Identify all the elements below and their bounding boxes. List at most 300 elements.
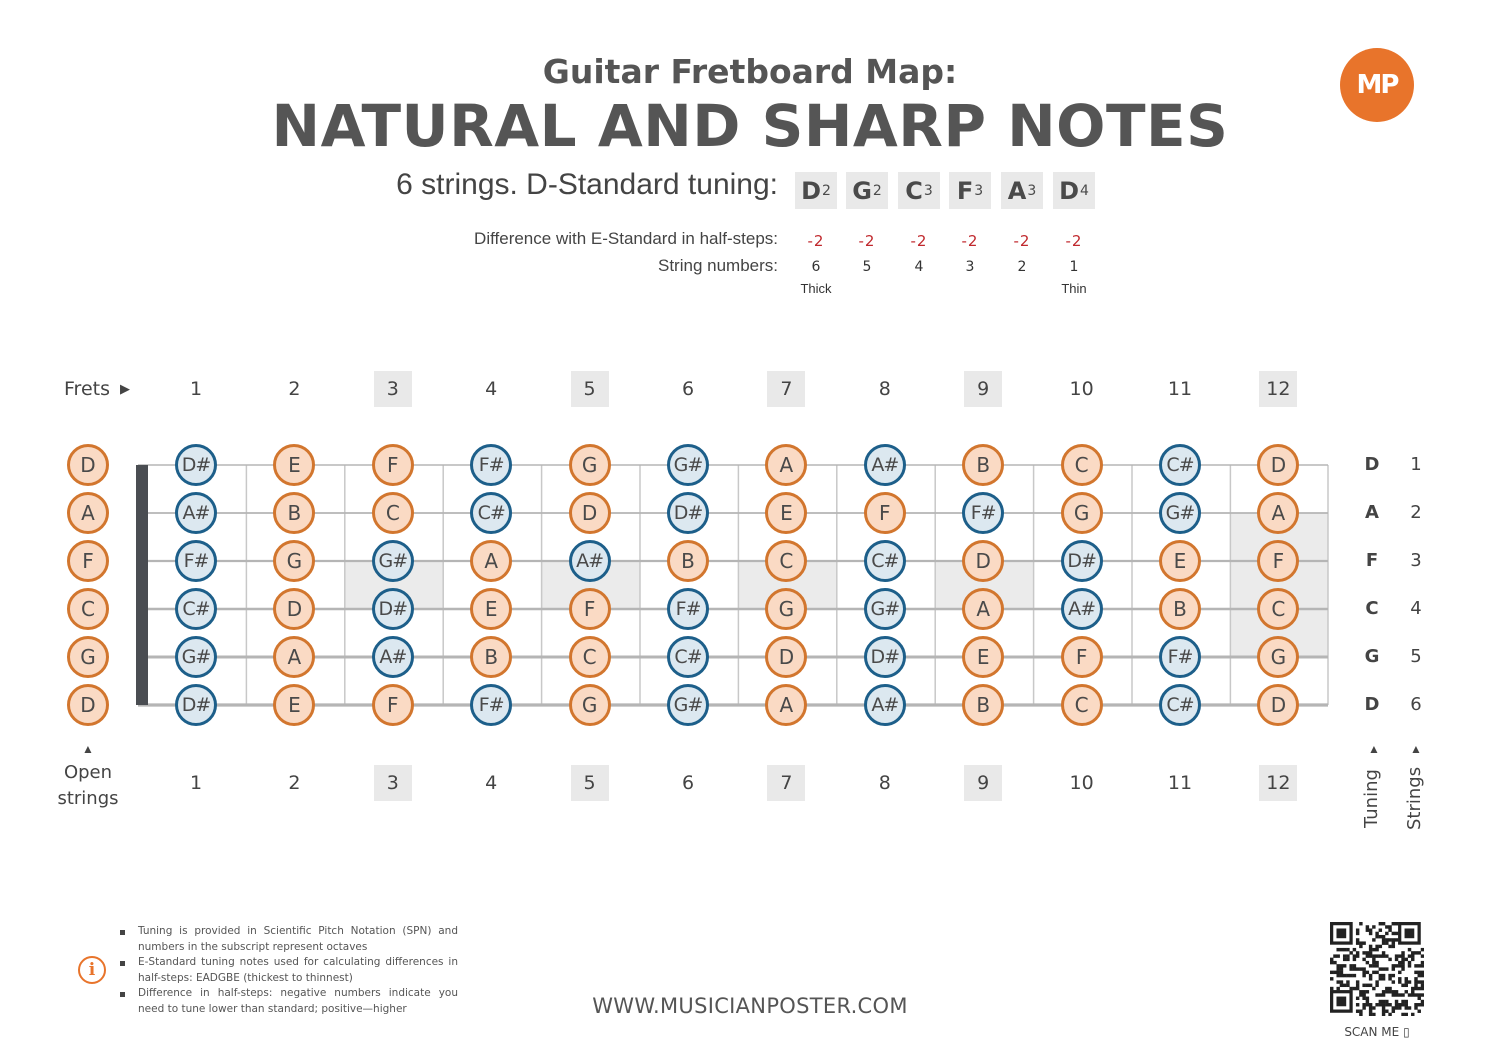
fret-note: G bbox=[765, 588, 807, 630]
qr-module bbox=[1359, 1013, 1362, 1016]
qr-module bbox=[1421, 971, 1424, 974]
qr-module bbox=[1362, 958, 1365, 961]
fret-number: 3 bbox=[374, 371, 412, 407]
qr-module bbox=[1382, 1000, 1385, 1003]
qr-module bbox=[1401, 961, 1404, 964]
open-string-note: F bbox=[67, 540, 109, 582]
open-strings-label: Open strings bbox=[57, 762, 119, 809]
fret-note: A# bbox=[569, 540, 611, 582]
qr-module bbox=[1418, 964, 1421, 967]
qr-module bbox=[1408, 954, 1411, 957]
qr-module bbox=[1356, 984, 1359, 987]
qr-module bbox=[1392, 964, 1395, 967]
qr-module bbox=[1356, 928, 1359, 931]
qr-module bbox=[1359, 1010, 1362, 1013]
qr-module bbox=[1401, 958, 1404, 961]
qr-module bbox=[1395, 938, 1398, 941]
right-arrow-icon: ▶ bbox=[120, 381, 130, 396]
qr-module bbox=[1362, 951, 1365, 954]
fret-note: G# bbox=[372, 540, 414, 582]
string-numbers-label: String numbers: bbox=[658, 256, 778, 275]
fret-note: C# bbox=[470, 492, 512, 534]
qr-module bbox=[1366, 997, 1369, 1000]
qr-module bbox=[1375, 948, 1378, 951]
qr-module bbox=[1346, 980, 1349, 983]
string-number: 4 bbox=[914, 259, 924, 275]
qr-module bbox=[1411, 993, 1414, 996]
qr-module bbox=[1401, 1003, 1404, 1006]
fret-note: F# bbox=[175, 540, 217, 582]
qr-module bbox=[1411, 987, 1414, 990]
qr-module bbox=[1343, 958, 1346, 961]
qr-module bbox=[1395, 954, 1398, 957]
qr-module bbox=[1330, 977, 1333, 980]
qr-module bbox=[1330, 958, 1333, 961]
string-number: 1 bbox=[1069, 259, 1079, 275]
qr-module bbox=[1346, 958, 1349, 961]
qr-module bbox=[1359, 945, 1362, 948]
fret-note: A bbox=[470, 540, 512, 582]
fret-note: C bbox=[1061, 444, 1103, 486]
qr-module bbox=[1362, 974, 1365, 977]
qr-module bbox=[1353, 987, 1356, 990]
fret-number: 11 bbox=[1167, 772, 1193, 794]
qr-module bbox=[1398, 971, 1401, 974]
qr-module bbox=[1395, 990, 1398, 993]
qr-module bbox=[1405, 977, 1408, 980]
qr-module bbox=[1333, 954, 1336, 957]
qr-module bbox=[1379, 974, 1382, 977]
qr-module bbox=[1421, 954, 1424, 957]
qr-module bbox=[1398, 1003, 1401, 1006]
qr-module bbox=[1366, 971, 1369, 974]
fret-note: D bbox=[1257, 684, 1299, 726]
fret-note: B bbox=[273, 492, 315, 534]
fret-note: F# bbox=[470, 444, 512, 486]
qr-module bbox=[1369, 951, 1372, 954]
qr-module bbox=[1379, 935, 1382, 938]
qr-module bbox=[1395, 1006, 1398, 1009]
qr-module bbox=[1366, 954, 1369, 957]
tuning-note-letter: A bbox=[1007, 176, 1027, 205]
qr-module bbox=[1392, 967, 1395, 970]
qr-module bbox=[1346, 948, 1349, 951]
qr-module bbox=[1336, 987, 1339, 990]
qr-module bbox=[1414, 993, 1417, 996]
tuning-note-octave: 3 bbox=[974, 182, 984, 199]
qr-module bbox=[1408, 1006, 1411, 1009]
fret-note: G bbox=[569, 684, 611, 726]
qr-module bbox=[1372, 1013, 1375, 1016]
qr-module bbox=[1349, 964, 1352, 967]
qr-module bbox=[1372, 938, 1375, 941]
qr-module bbox=[1414, 971, 1417, 974]
qr-module bbox=[1330, 961, 1333, 964]
qr-module bbox=[1379, 1000, 1382, 1003]
fret-note: E bbox=[273, 444, 315, 486]
fret-note: C bbox=[1061, 684, 1103, 726]
qr-module bbox=[1398, 977, 1401, 980]
qr-module bbox=[1359, 990, 1362, 993]
qr-module bbox=[1401, 951, 1404, 954]
qr-module bbox=[1382, 922, 1385, 925]
qr-module bbox=[1395, 964, 1398, 967]
qr-module bbox=[1336, 967, 1339, 970]
qr-module bbox=[1405, 1013, 1408, 1016]
poster-title: NATURAL AND SHARP NOTES bbox=[271, 92, 1229, 160]
qr-module bbox=[1349, 987, 1352, 990]
qr-module bbox=[1418, 1010, 1421, 1013]
qr-module bbox=[1375, 1003, 1378, 1006]
qr-module bbox=[1366, 990, 1369, 993]
qr-module bbox=[1369, 948, 1372, 951]
fret-note: D bbox=[569, 492, 611, 534]
fret-note: F# bbox=[470, 684, 512, 726]
qr-module bbox=[1408, 993, 1411, 996]
qr-module bbox=[1356, 967, 1359, 970]
qr-module bbox=[1369, 964, 1372, 967]
qr-module bbox=[1356, 987, 1359, 990]
fret-note: F bbox=[1257, 540, 1299, 582]
fret-note: D# bbox=[175, 444, 217, 486]
qr-module bbox=[1395, 993, 1398, 996]
qr-module bbox=[1405, 1000, 1408, 1003]
qr-module bbox=[1405, 958, 1408, 961]
qr-module bbox=[1392, 932, 1395, 935]
qr-module bbox=[1405, 1003, 1408, 1006]
fret-note: C bbox=[1257, 588, 1299, 630]
qr-module bbox=[1395, 932, 1398, 935]
qr-module bbox=[1418, 980, 1421, 983]
fret-number: 9 bbox=[964, 765, 1002, 801]
thin-label: Thin bbox=[1061, 281, 1087, 296]
qr-finder-core bbox=[1336, 997, 1346, 1007]
diff-value: -2 bbox=[910, 232, 928, 250]
qr-module bbox=[1349, 967, 1352, 970]
qr-module bbox=[1405, 984, 1408, 987]
qr-module bbox=[1375, 984, 1378, 987]
qr-module bbox=[1379, 922, 1382, 925]
qr-module bbox=[1408, 961, 1411, 964]
qr-module bbox=[1398, 993, 1401, 996]
qr-module bbox=[1388, 925, 1391, 928]
fret-note: B bbox=[470, 636, 512, 678]
fret-note: G# bbox=[1159, 492, 1201, 534]
tuning-note-letter: D bbox=[801, 176, 821, 205]
qr-module bbox=[1343, 948, 1346, 951]
qr-module bbox=[1356, 951, 1359, 954]
tuning-note-octave: 3 bbox=[923, 182, 933, 199]
qr-module bbox=[1346, 954, 1349, 957]
qr-module bbox=[1388, 945, 1391, 948]
qr-module bbox=[1340, 980, 1343, 983]
qr-module bbox=[1392, 938, 1395, 941]
qr-module bbox=[1372, 1006, 1375, 1009]
tuning-vertical-label: Tuning bbox=[1361, 769, 1382, 828]
qr-module bbox=[1421, 980, 1424, 983]
qr-module bbox=[1366, 928, 1369, 931]
qr-module bbox=[1395, 1003, 1398, 1006]
fret-note: E bbox=[765, 492, 807, 534]
qr-module bbox=[1336, 974, 1339, 977]
qr-module bbox=[1388, 938, 1391, 941]
qr-module bbox=[1340, 971, 1343, 974]
qr-module bbox=[1411, 1013, 1414, 1016]
qr-module bbox=[1375, 935, 1378, 938]
strings-vertical-label: Strings bbox=[1404, 766, 1425, 830]
qr-module bbox=[1369, 1006, 1372, 1009]
qr-module bbox=[1385, 1010, 1388, 1013]
qr-module bbox=[1362, 993, 1365, 996]
up-arrow-icon: ▲ bbox=[82, 742, 94, 756]
brand-logo: MP bbox=[1340, 48, 1414, 122]
qr-module bbox=[1359, 941, 1362, 944]
phone-icon: ▯ bbox=[1403, 1025, 1410, 1039]
scan-me-label bbox=[1330, 1025, 1424, 1039]
tuning-label: 6 strings. D-Standard tuning: bbox=[396, 168, 778, 201]
diff-value: -2 bbox=[858, 232, 876, 250]
qr-module bbox=[1356, 980, 1359, 983]
qr-module bbox=[1401, 984, 1404, 987]
qr-module bbox=[1398, 961, 1401, 964]
diff-value: -2 bbox=[1013, 232, 1031, 250]
qr-module bbox=[1392, 990, 1395, 993]
fret-note: F bbox=[372, 444, 414, 486]
qr-module bbox=[1336, 964, 1339, 967]
qr-module bbox=[1369, 1013, 1372, 1016]
fret-number: 3 bbox=[374, 765, 412, 801]
qr-module bbox=[1382, 954, 1385, 957]
qr-module bbox=[1356, 1003, 1359, 1006]
qr-module bbox=[1372, 948, 1375, 951]
fret-number: 6 bbox=[681, 378, 695, 400]
qr-module bbox=[1356, 932, 1359, 935]
fret-note: C bbox=[372, 492, 414, 534]
qr-code[interactable] bbox=[1330, 922, 1424, 1016]
fret-number: 11 bbox=[1167, 378, 1193, 400]
qr-module bbox=[1353, 974, 1356, 977]
qr-module bbox=[1379, 993, 1382, 996]
qr-module bbox=[1392, 945, 1395, 948]
string-number-right: 2 bbox=[1410, 502, 1422, 523]
qr-module bbox=[1336, 948, 1339, 951]
qr-module bbox=[1372, 987, 1375, 990]
qr-module bbox=[1401, 954, 1404, 957]
fret-number: 10 bbox=[1069, 772, 1094, 794]
fret-note: C# bbox=[1159, 444, 1201, 486]
qr-module bbox=[1405, 980, 1408, 983]
info-icon: i bbox=[78, 956, 106, 984]
qr-module bbox=[1421, 993, 1424, 996]
qr-module bbox=[1349, 974, 1352, 977]
fret-note: A bbox=[765, 684, 807, 726]
qr-module bbox=[1385, 954, 1388, 957]
fret-number: 8 bbox=[878, 378, 891, 400]
qr-module bbox=[1369, 974, 1372, 977]
string-number-right: 4 bbox=[1410, 598, 1422, 619]
qr-module bbox=[1418, 993, 1421, 996]
qr-module bbox=[1414, 987, 1417, 990]
qr-module bbox=[1418, 1003, 1421, 1006]
qr-module bbox=[1411, 958, 1414, 961]
fret-number: 9 bbox=[964, 371, 1002, 407]
open-string-note: D bbox=[67, 444, 109, 486]
tuning-note-right: G bbox=[1364, 646, 1380, 667]
open-string-note: G bbox=[67, 636, 109, 678]
tuning-note-letter: D bbox=[1059, 176, 1079, 205]
qr-module bbox=[1353, 954, 1356, 957]
qr-module bbox=[1359, 967, 1362, 970]
qr-module bbox=[1414, 1003, 1417, 1006]
qr-module bbox=[1379, 945, 1382, 948]
fret-note: C bbox=[569, 636, 611, 678]
fret-note: C bbox=[765, 540, 807, 582]
string-number-right: 3 bbox=[1410, 550, 1422, 571]
qr-module bbox=[1333, 961, 1336, 964]
diff-label: Difference with E-Standard in half-steps: bbox=[474, 229, 778, 248]
tuning-note-octave: 3 bbox=[1027, 182, 1037, 199]
qr-module bbox=[1385, 987, 1388, 990]
qr-module bbox=[1382, 1013, 1385, 1016]
tuning-note-octave: 2 bbox=[872, 182, 882, 199]
qr-module bbox=[1382, 938, 1385, 941]
qr-module bbox=[1392, 974, 1395, 977]
info-note-item: Tuning is provided in Scientific Pitch Notation (SPN) and numbers in the subscript represent octaves bbox=[118, 924, 458, 955]
qr-module bbox=[1411, 990, 1414, 993]
qr-module bbox=[1418, 971, 1421, 974]
qr-module bbox=[1382, 967, 1385, 970]
diff-value: -2 bbox=[807, 232, 825, 250]
qr-module bbox=[1414, 984, 1417, 987]
fret-number: 4 bbox=[485, 378, 498, 400]
up-arrow-icon: ▲ bbox=[1410, 742, 1422, 756]
qr-module bbox=[1369, 984, 1372, 987]
qr-module bbox=[1385, 1000, 1388, 1003]
qr-module bbox=[1379, 977, 1382, 980]
fret-note: G# bbox=[175, 636, 217, 678]
qr-module bbox=[1362, 990, 1365, 993]
qr-module bbox=[1388, 1013, 1391, 1016]
qr-module bbox=[1343, 984, 1346, 987]
qr-module bbox=[1330, 971, 1333, 974]
string-number-right: 1 bbox=[1410, 454, 1422, 475]
fret-note: E bbox=[1159, 540, 1201, 582]
qr-module bbox=[1366, 925, 1369, 928]
qr-module bbox=[1369, 932, 1372, 935]
poster-subtitle: Guitar Fretboard Map: bbox=[542, 52, 958, 91]
qr-module bbox=[1385, 941, 1388, 944]
fret-number: 2 bbox=[288, 772, 301, 794]
fret-note: G bbox=[273, 540, 315, 582]
qr-module bbox=[1421, 984, 1424, 987]
qr-module bbox=[1369, 1003, 1372, 1006]
qr-module bbox=[1382, 1003, 1385, 1006]
qr-module bbox=[1375, 993, 1378, 996]
tuning-note-octave: 4 bbox=[1080, 182, 1089, 199]
qr-module bbox=[1421, 987, 1424, 990]
qr-module bbox=[1401, 1000, 1404, 1003]
qr-module bbox=[1392, 1010, 1395, 1013]
fret-note: G# bbox=[667, 684, 709, 726]
qr-module bbox=[1388, 990, 1391, 993]
fret-number: 6 bbox=[681, 772, 695, 794]
qr-module bbox=[1382, 935, 1385, 938]
qr-module bbox=[1356, 938, 1359, 941]
qr-module bbox=[1366, 1003, 1369, 1006]
tuning-note-letter: G bbox=[852, 176, 872, 205]
qr-module bbox=[1388, 928, 1391, 931]
fret-note: G# bbox=[667, 444, 709, 486]
string-number-right: 6 bbox=[1410, 694, 1422, 715]
open-string-note: A bbox=[67, 492, 109, 534]
qr-module bbox=[1398, 980, 1401, 983]
string-number: 6 bbox=[811, 259, 821, 275]
qr-module bbox=[1336, 971, 1339, 974]
fret-note: A bbox=[962, 588, 1004, 630]
qr-module bbox=[1382, 990, 1385, 993]
website-link[interactable]: WWW.MUSICIANPOSTER.COM bbox=[592, 994, 908, 1018]
qr-module bbox=[1333, 971, 1336, 974]
qr-module bbox=[1395, 922, 1398, 925]
fret-note: A# bbox=[1061, 588, 1103, 630]
qr-module bbox=[1385, 990, 1388, 993]
diff-value: -2 bbox=[961, 232, 979, 250]
fret-note: B bbox=[962, 444, 1004, 486]
qr-module bbox=[1408, 964, 1411, 967]
qr-module bbox=[1398, 964, 1401, 967]
fret-note: D# bbox=[864, 636, 906, 678]
qr-module bbox=[1398, 1006, 1401, 1009]
fret-note: C# bbox=[1159, 684, 1201, 726]
qr-module bbox=[1375, 961, 1378, 964]
qr-module bbox=[1395, 1000, 1398, 1003]
fret-note: F bbox=[569, 588, 611, 630]
qr-module bbox=[1382, 977, 1385, 980]
qr-module bbox=[1408, 948, 1411, 951]
fret-number: 8 bbox=[878, 772, 891, 794]
qr-module bbox=[1421, 1000, 1424, 1003]
qr-module bbox=[1356, 954, 1359, 957]
qr-module bbox=[1408, 980, 1411, 983]
qr-module bbox=[1392, 980, 1395, 983]
qr-module bbox=[1411, 951, 1414, 954]
fret-note: F bbox=[1061, 636, 1103, 678]
qr-module bbox=[1382, 993, 1385, 996]
qr-module bbox=[1372, 958, 1375, 961]
qr-module bbox=[1375, 932, 1378, 935]
qr-module bbox=[1392, 993, 1395, 996]
qr-module bbox=[1356, 1010, 1359, 1013]
qr-module bbox=[1414, 980, 1417, 983]
info-note-item: E-Standard tuning notes used for calculating differences in half-steps: EADGBE (thickest to thinnest) bbox=[118, 955, 458, 986]
fret-note: D bbox=[1257, 444, 1299, 486]
fret-note: G bbox=[569, 444, 611, 486]
qr-module bbox=[1401, 964, 1404, 967]
qr-module bbox=[1414, 1006, 1417, 1009]
open-string-note: D bbox=[67, 684, 109, 726]
qr-module bbox=[1340, 967, 1343, 970]
qr-module bbox=[1401, 967, 1404, 970]
qr-module bbox=[1362, 941, 1365, 944]
qr-module bbox=[1385, 967, 1388, 970]
fret-note: F bbox=[864, 492, 906, 534]
tuning-note-right: D bbox=[1364, 454, 1380, 475]
qr-module bbox=[1362, 1003, 1365, 1006]
qr-module bbox=[1366, 1000, 1369, 1003]
qr-module bbox=[1372, 964, 1375, 967]
tuning-note-right: A bbox=[1365, 502, 1379, 523]
qr-module bbox=[1379, 1003, 1382, 1006]
